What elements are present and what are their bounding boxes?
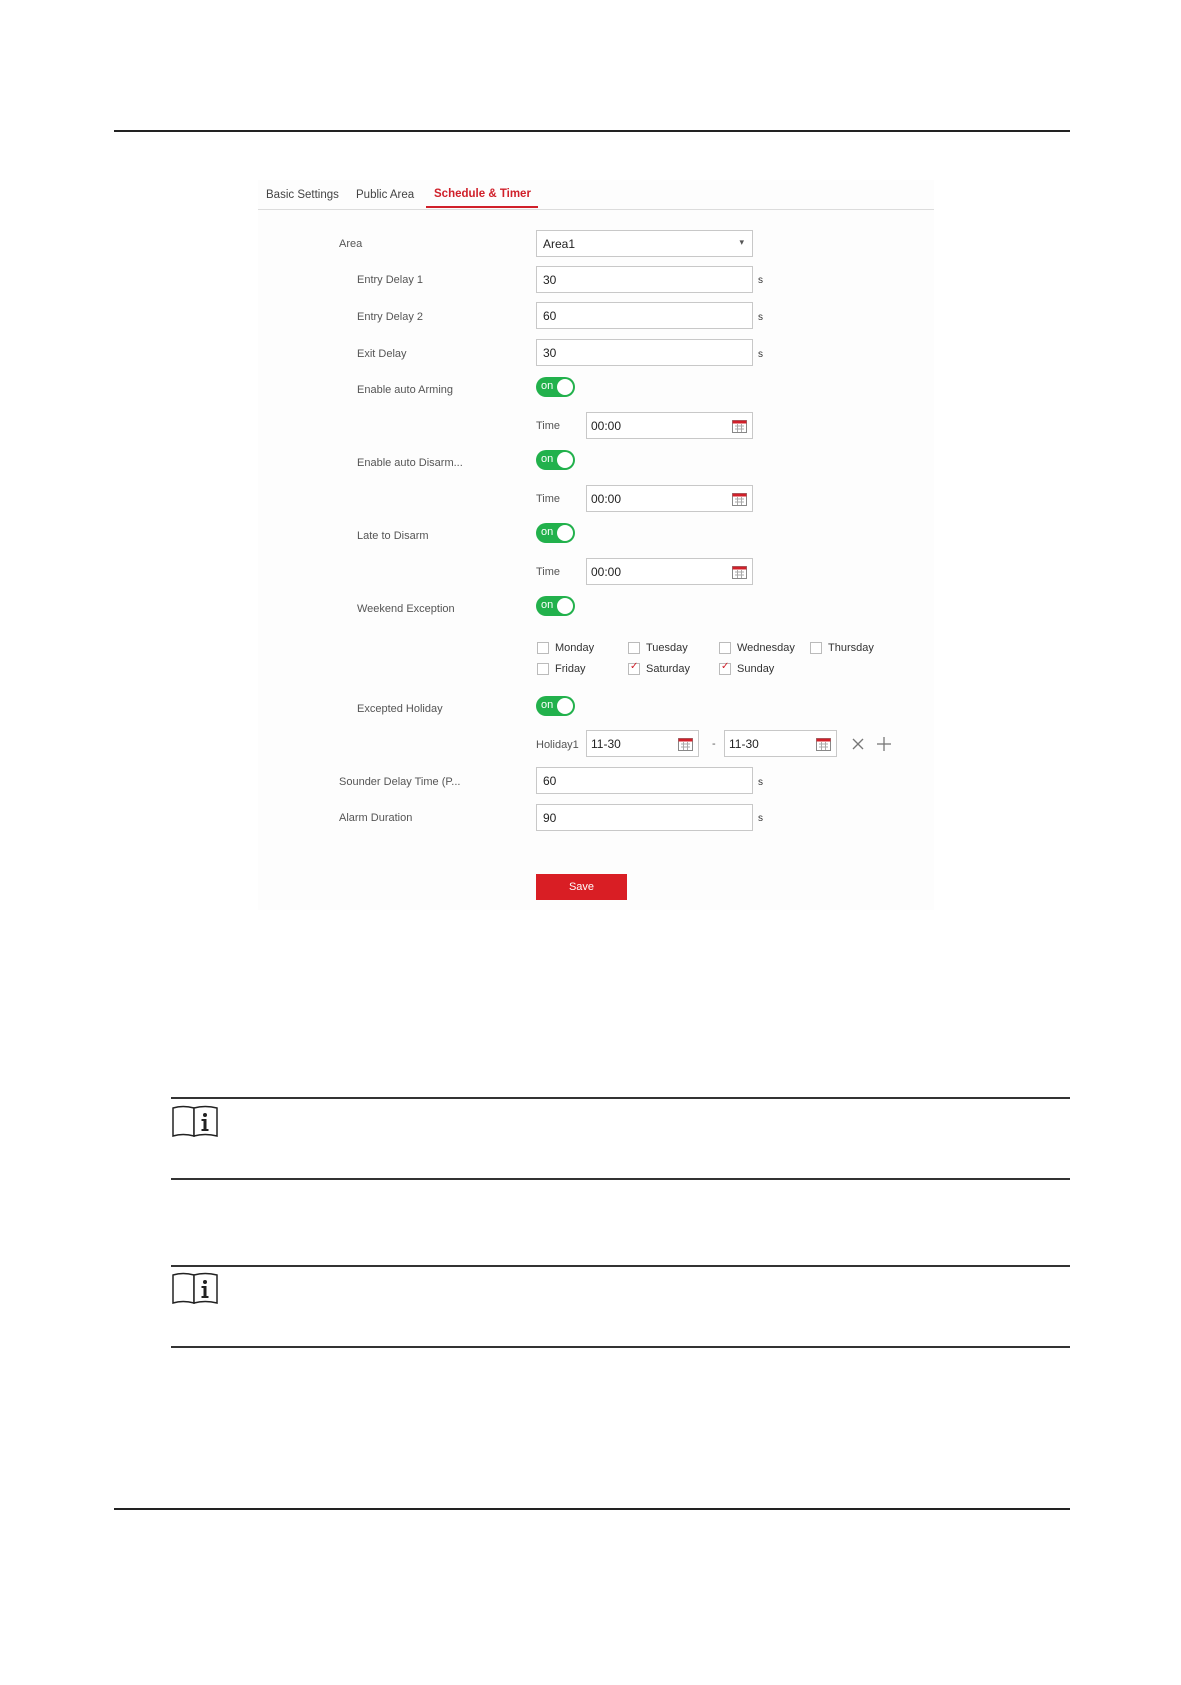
alarm-duration-unit: s [758, 813, 763, 824]
auto-disarm-toggle[interactable] [536, 450, 575, 470]
tab-schedule-timer[interactable]: Schedule & Timer [434, 188, 531, 200]
holiday-end-picker[interactable] [724, 730, 837, 757]
day-label-wednesday: Wednesday [737, 642, 795, 654]
sounder-delay-time-label: Sounder Delay Time (P... [339, 776, 461, 788]
checkbox-monday[interactable] [537, 642, 549, 654]
late-to-disarm-toggle[interactable] [536, 523, 575, 543]
entry-delay-2-label: Entry Delay 2 [357, 311, 424, 323]
tab-public-area[interactable]: Public Area [356, 189, 415, 201]
checkbox-wednesday[interactable] [719, 642, 731, 654]
toggle-on-text: on [541, 699, 554, 711]
exit-delay-input[interactable] [536, 339, 753, 366]
toggle-knob [557, 452, 573, 468]
checkbox-sunday[interactable]: ✓ [719, 663, 731, 675]
auto-disarm-time-picker[interactable] [586, 485, 753, 512]
entry-delay-2-input[interactable] [536, 302, 753, 329]
checkbox-friday[interactable] [537, 663, 549, 675]
enable-auto-arming-label: Enable auto Arming [357, 384, 454, 396]
day-label-saturday: Saturday [646, 663, 691, 675]
area-select[interactable] [536, 230, 753, 257]
entry-delay-1-input[interactable] [536, 266, 753, 293]
tab-basic-settings[interactable]: Basic Settings [266, 189, 339, 201]
alarm-duration-input[interactable] [536, 804, 753, 831]
toggle-on-text: on [541, 526, 554, 538]
toggle-knob [557, 379, 573, 395]
active-tab-indicator [426, 206, 538, 208]
late-to-disarm-time-picker[interactable] [586, 558, 753, 585]
header-rule [114, 130, 1070, 132]
auto-arming-toggle[interactable] [536, 377, 575, 397]
note-1-bottom-rule [171, 1178, 1070, 1180]
auto-arming-time-value: 00:00 [591, 419, 622, 433]
late-to-disarm-time-value: 00:00 [591, 565, 622, 579]
late-to-disarm-label: Late to Disarm [357, 530, 429, 542]
entry-delay-2-unit: s [758, 312, 763, 323]
holiday-start-value: 11-30 [591, 737, 621, 751]
info-book-icon [171, 1271, 219, 1307]
holiday-end-value: 11-30 [729, 737, 759, 751]
area-label: Area [339, 238, 363, 250]
note-2-bottom-rule [171, 1346, 1070, 1348]
toggle-knob [557, 698, 573, 714]
weekend-exception-label: Weekend Exception [357, 603, 455, 615]
entry-delay-1-label: Entry Delay 1 [357, 274, 424, 286]
area-select-value: Area1 [543, 237, 576, 251]
calendar-icon [816, 737, 831, 751]
auto-arming-time-label: Time [536, 420, 561, 432]
calendar-icon [678, 737, 693, 751]
auto-arming-time-picker[interactable] [586, 412, 753, 439]
checkbox-tuesday[interactable] [628, 642, 640, 654]
info-book-icon [171, 1104, 219, 1140]
holiday1-label: Holiday1 [536, 739, 579, 751]
calendar-icon [732, 419, 747, 433]
day-label-sunday: Sunday [737, 663, 775, 675]
excepted-holiday-label: Excepted Holiday [357, 703, 443, 715]
save-button[interactable]: Save [536, 874, 627, 900]
calendar-icon [732, 492, 747, 506]
holiday-start-picker[interactable] [586, 730, 699, 757]
day-label-tuesday: Tuesday [646, 642, 688, 654]
toggle-on-text: on [541, 380, 554, 392]
toggle-knob [557, 525, 573, 541]
toggle-knob [557, 598, 573, 614]
tab-bar [258, 180, 934, 210]
day-label-monday: Monday [555, 642, 595, 654]
schedule-timer-panel [258, 180, 934, 910]
sounder-delay-unit: s [758, 777, 763, 788]
auto-disarm-time-value: 00:00 [591, 492, 622, 506]
exit-delay-label: Exit Delay [357, 348, 407, 360]
add-icon[interactable] [877, 737, 891, 751]
enable-auto-disarm-label: Enable auto Disarm... [357, 457, 463, 469]
exit-delay-unit: s [758, 349, 763, 360]
range-separator: - [712, 738, 716, 750]
chevron-down-icon: ▾ [739, 237, 744, 247]
day-label-friday: Friday [555, 663, 586, 675]
toggle-on-text: on [541, 599, 554, 611]
toggle-on-text: on [541, 453, 554, 465]
close-icon[interactable] [852, 738, 864, 750]
note-1-top-rule [171, 1097, 1070, 1099]
day-label-thursday: Thursday [828, 642, 874, 654]
footer-rule [114, 1508, 1070, 1510]
late-to-disarm-time-label: Time [536, 566, 561, 578]
auto-disarm-time-label: Time [536, 493, 561, 505]
excepted-holiday-toggle[interactable] [536, 696, 575, 716]
alarm-duration-label: Alarm Duration [339, 812, 413, 824]
entry-delay-1-unit: s [758, 275, 763, 286]
sounder-delay-time-input[interactable] [536, 767, 753, 794]
weekend-exception-toggle[interactable] [536, 596, 575, 616]
calendar-icon [732, 565, 747, 579]
checkbox-thursday[interactable] [810, 642, 822, 654]
note-2-top-rule [171, 1265, 1070, 1267]
checkbox-saturday[interactable]: ✓ [628, 663, 640, 675]
